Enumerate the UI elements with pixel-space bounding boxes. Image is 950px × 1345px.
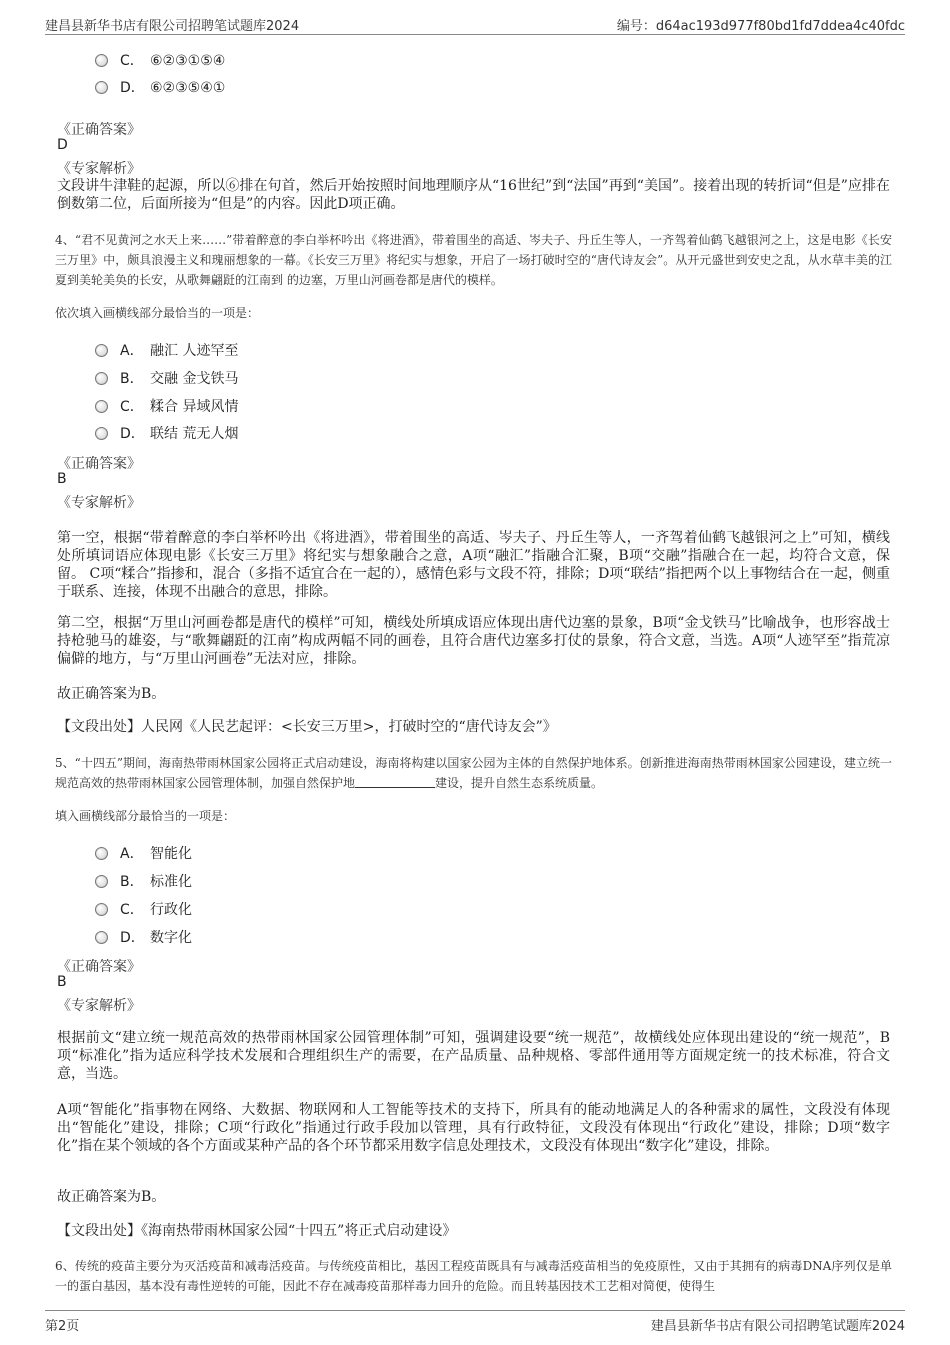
option-a[interactable]: A． 智能化 (95, 843, 192, 863)
answer-value: B (57, 974, 67, 990)
radio-icon[interactable] (95, 427, 108, 440)
radio-icon[interactable] (95, 372, 108, 385)
footer-title: 建昌县新华书店有限公司招聘笔试题库2024 (650, 1319, 905, 1334)
radio-icon[interactable] (95, 875, 108, 888)
question-5-prompt: 填入画横线部分最恰当的一项是： (55, 809, 236, 823)
analysis-label: 《专家解析》 (57, 495, 141, 511)
radio-icon[interactable] (95, 847, 108, 860)
option-d[interactable]: D． 数字化 (95, 927, 192, 947)
page-number: 第2页 (45, 1319, 80, 1334)
question-5-text: 5、“十四五”期间，海南热带雨林国家公园将正式启动建设，海南将构建以国家公园为主体的自然保护地体系。创新推进海南热带雨林国家公园建设，建立统一规范高效的热带雨林国家公园管理体制，加强自然保护地 建设，提升自然生态系统质量。 (55, 756, 892, 790)
answer-value: B (57, 471, 67, 487)
answer-label: 《正确答案》 (57, 959, 141, 975)
page-header (45, 12, 905, 35)
analysis-paragraph: 第二空，根据“万里山河画卷都是唐代的模样”可知，横线处所填成语应体现出唐代边塞的景象，B项“金戈铁马”比喻战争，也形容战士持枪驰马的雄姿，与“歌舞翩跹的江南”构成两幅不同的画卷，且符合唐代边塞多打仗的景象，符合文意，当选。A项“人迹罕至”指荒凉偏僻的地方，与“万里山河画卷”无法对应，排除。 (57, 615, 890, 667)
analysis-paragraph: A项“智能化”指事物在网络、大数据、物联网和人工智能等技术的支持下，所具有的能动地满足人的各种需求的属性，文段没有体现出“智能化”建设，排除；C项“行政化”指通过行政手段加以管理，具有行政特征，文段没有体现出“行政化”建设，排除；D项“数字化”指在某个领域的各个方面或某种产品的各个环节都采用数字信息处理技术，文段没有体现出“数字化”建设，排除。 (57, 1102, 890, 1154)
analysis-label: 《专家解析》 (57, 161, 141, 177)
option-b[interactable]: B． 交融 金戈铁马 (95, 368, 238, 388)
option-c[interactable]: C． 糅合 异域风情 (95, 396, 238, 416)
option-d[interactable]: D． 联结 荒无人烟 (95, 423, 238, 443)
answer-value: D (57, 137, 68, 153)
source: 【文段出处】人民网《人民艺起评：<长安三万里>，打破时空的“唐代诗友会”》 (57, 719, 557, 735)
conclusion: 故正确答案为B。 (57, 1189, 166, 1205)
radio-icon[interactable] (95, 931, 108, 944)
source: 【文段出处】《海南热带雨林国家公园“十四五”将正式启动建设》 (57, 1223, 457, 1239)
fill-blank (355, 775, 435, 788)
analysis-paragraph: 第一空，根据“带着醉意的李白举杯吟出《将进酒》，带着围坐的高适、岑夫子、丹丘生等人，一齐驾着仙鹤飞越银河之上”可知，横线处所填词语应体现电影《长安三万里》将纪实与想象融合之意，A项“融汇”指融合汇聚，B项“交融”指融合在一起，均符合文意，保留。 C项“糅合”指掺和，混合（多指不适宜合在一起的），感情色彩与文段不符，排除；D项“联结”指把两个以上事物结合在一起，侧重于联系、连接，体现不出融合的意思，排除。 (57, 530, 890, 600)
option-b[interactable]: B． 标准化 (95, 871, 192, 891)
option-a[interactable]: A． 融汇 人迹罕至 (95, 340, 238, 360)
header-title: 建昌县新华书店有限公司招聘笔试题库2024 (45, 19, 300, 34)
analysis-text: 文段讲牛津鞋的起源，所以⑥排在句首，然后开始按照时间地理顺序从“16世纪”到“法国”再到“美国”。接着出现的转折词“但是”应排在倒数第二位，后面所接为“但是”的内容。因此D项正确。 (57, 178, 890, 212)
radio-icon[interactable] (95, 400, 108, 413)
radio-icon[interactable] (95, 54, 108, 67)
question-4-text: 4、“君不见黄河之水天上来……”带着醉意的李白举杯吟出《将进酒》，带着围坐的高适、岑夫子、丹丘生等人，一齐驾着仙鹤飞越银河之上，这是电影《长安三万里》中，颇具浪漫主义和瑰丽想象的一幕。《长安三万里》将纪实与想象，开启了一场打破时空的“唐代诗友会”。从开元盛世到安史之乱，从水草丰美的江夏到美轮美奂的长安，从歌舞翩跹的江南到 的边塞，万里山河画卷都是唐代的模样。 (55, 233, 892, 287)
analysis-label: 《专家解析》 (57, 998, 141, 1014)
radio-icon[interactable] (95, 903, 108, 916)
question-6-text: 6、传统的疫苗主要分为灭活疫苗和减毒活疫苗。与传统疫苗相比，基因工程疫苗既具有与减毒活疫苗相当的免疫原性，又由于其拥有的病毒DNA序列仅是单一的蛋白基因，基本没有毒性逆转的可能，因此不存在减毒疫苗那样毒力回升的危险。而且转基因技术工艺相对简便，使得生 (55, 1259, 892, 1293)
answer-label: 《正确答案》 (57, 122, 141, 138)
analysis-paragraph: 根据前文“建立统一规范高效的热带雨林国家公园管理体制”可知，强调建设要“统一规范”，故横线处应体现出建设的“统一规范”，B项“标准化”指为适应科学技术发展和合理组织生产的需要，在产品质量、品种规格、零部件通用等方面规定统一的技术标准，符合文意，当选。 (57, 1030, 890, 1082)
page-footer (45, 1310, 905, 1335)
option-c[interactable]: C． ⑥②③①⑤④ (95, 50, 225, 70)
answer-label: 《正确答案》 (57, 456, 141, 472)
question-4-prompt: 依次填入画横线部分最恰当的一项是： (55, 306, 260, 320)
header-doc-id: 编号：d64ac193d977f80bd1fd7ddea4c40fdc (616, 19, 905, 34)
conclusion: 故正确答案为B。 (57, 686, 166, 702)
radio-icon[interactable] (95, 81, 108, 94)
option-c[interactable]: C． 行政化 (95, 899, 192, 919)
radio-icon[interactable] (95, 344, 108, 357)
option-d[interactable]: D． ⑥②③⑤④① (95, 77, 225, 97)
